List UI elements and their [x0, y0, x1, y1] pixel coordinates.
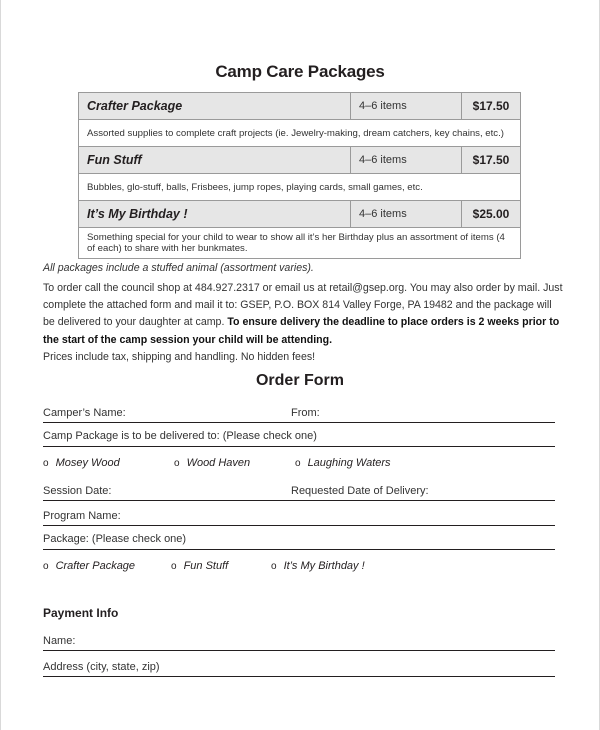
requested-date-label: Requested Date of Delivery: — [291, 485, 429, 497]
package-row — [79, 201, 521, 228]
campers-name-label: Camper’s Name: — [43, 407, 126, 419]
payment-address-label: Address (city, state, zip) — [43, 661, 160, 673]
package-items: 4–6 items — [351, 147, 462, 174]
package-description-row — [79, 228, 521, 259]
package-description-row — [79, 174, 521, 201]
ordering-instructions — [43, 280, 563, 349]
package-description: Bubbles, glo-stuff, balls, Frisbees, jump ropes, playing cards, small games, etc. — [79, 174, 521, 201]
package-option-fun-stuff[interactable]: o Fun Stuff — [171, 560, 229, 572]
camp-package-delivery-row — [43, 423, 555, 447]
camp-option-laughing-waters[interactable]: o Laughing Waters — [295, 457, 391, 469]
payment-name-label: Name: — [43, 635, 76, 647]
payment-info-heading: Payment Info — [43, 606, 119, 620]
package-price: $25.00 — [462, 201, 521, 228]
order-text: To order call the council shop at 484.927.2317 or email us at retail@gsep.org. You may also order by mail. Just complete the attached form and mail it to: GSEP, P.O. BOX 814 Valley Forge, PA 19482 and the package will be delivered to your daughter at camp. — [43, 282, 563, 329]
package-row — [79, 93, 521, 120]
package-option-crafter[interactable]: o Crafter Package — [43, 560, 136, 572]
page-title: Camp Care Packages — [215, 62, 385, 81]
package-description: Assorted supplies to complete craft projects (ie. Jewelry-making, dream catchers, key chains, etc.) — [79, 120, 521, 147]
package-description-row — [79, 120, 521, 147]
session-date-label: Session Date: — [43, 485, 112, 497]
program-name-field[interactable] — [43, 501, 555, 526]
session-date-field[interactable] — [43, 475, 555, 501]
package-name: Fun Stuff — [79, 147, 351, 174]
package-price: $17.50 — [462, 147, 521, 174]
prices-note: Prices include tax, shipping and handling. No hidden fees! — [43, 351, 316, 363]
packages-table — [78, 92, 521, 259]
camp-package-delivery-label: Camp Package is to be delivered to: (Please check one) — [43, 430, 317, 442]
from-label: From: — [291, 407, 320, 419]
package-name: Crafter Package — [79, 93, 351, 120]
package-row — [79, 147, 521, 174]
payment-address-field[interactable] — [43, 651, 555, 677]
package-description: Something special for your child to wear to show all it’s her Birthday plus an assortment of items (4 of each) to share with her bunkmates. — [79, 228, 521, 259]
campers-name-field[interactable] — [43, 396, 555, 423]
camp-option-wood-haven[interactable]: o Wood Haven — [174, 457, 251, 469]
package-option-birthday[interactable]: o It’s My Birthday ! — [271, 560, 365, 572]
package-items: 4–6 items — [351, 93, 462, 120]
package-name: It’s My Birthday ! — [79, 201, 351, 228]
program-name-label: Program Name: — [43, 510, 121, 522]
stuffed-animal-note: All packages include a stuffed animal (assortment varies). — [43, 262, 314, 274]
package-items: 4–6 items — [351, 201, 462, 228]
order-form-title: Order Form — [255, 372, 344, 389]
payment-name-field[interactable] — [43, 625, 555, 651]
deadline-text: To ensure delivery the deadline to place orders is 2 weeks prior to the start of the camp session your child will be attending. — [43, 316, 560, 346]
package-choice-label: Package: (Please check one) — [43, 533, 187, 545]
package-choice-row — [43, 526, 555, 550]
camp-option-mosey-wood[interactable]: o Mosey Wood — [43, 457, 120, 469]
package-price: $17.50 — [462, 93, 521, 120]
